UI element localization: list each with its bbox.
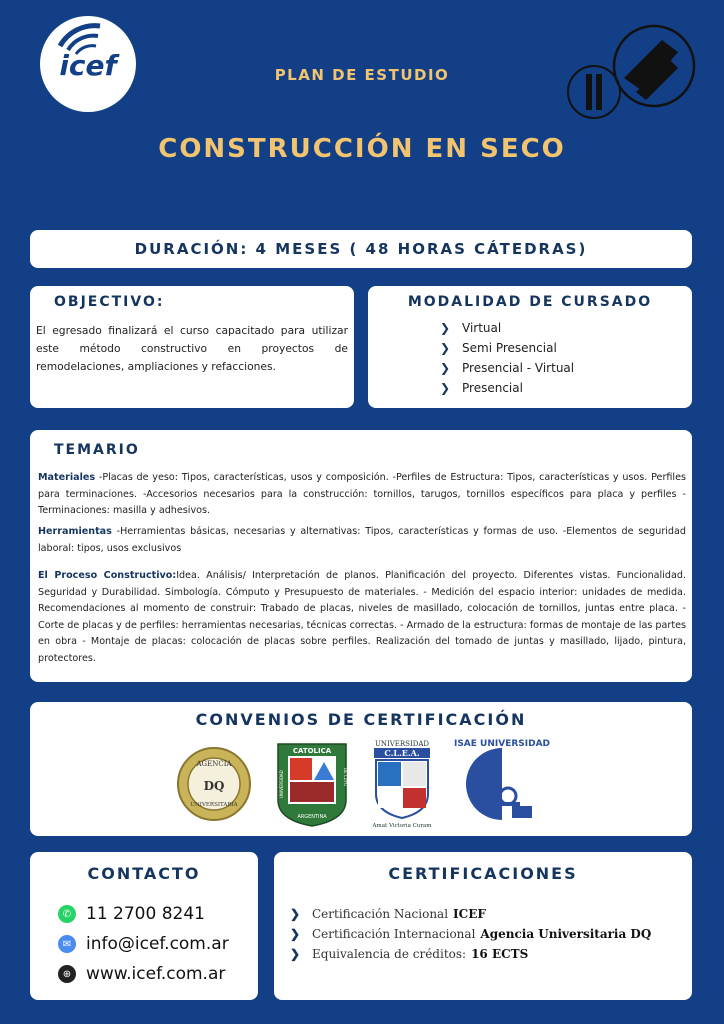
certificaciones-title: CERTIFICACIONES	[388, 864, 578, 883]
temario-title: TEMARIO	[54, 442, 140, 458]
objetivo-card	[30, 286, 354, 408]
list-item: ❯ Certificación Internacional Agencia Universitaria DQ	[290, 924, 651, 944]
chevron-right-icon: ❯	[440, 341, 451, 355]
web-row	[58, 964, 225, 984]
web-link[interactable]: www.icef.com.ar	[86, 964, 226, 984]
logo-text: icef	[59, 49, 117, 82]
whatsapp-icon: ✆	[58, 905, 76, 923]
svg-text:UNIVERSIDAD: UNIVERSIDAD	[374, 740, 430, 748]
chevron-right-icon: ❯	[440, 321, 451, 335]
svg-text:UNIVERSIDAD: UNIVERSIDAD	[279, 770, 284, 798]
svg-text:UNIVERSITARIA: UNIVERSITARIA	[190, 802, 238, 808]
email-icon: ✉	[58, 935, 76, 953]
email-row	[58, 934, 229, 954]
list-item: ❯ Presencial	[440, 378, 574, 398]
catolica-cuyo-shield	[274, 738, 350, 828]
construction-tools-icon	[566, 22, 696, 122]
svg-text:AGENCIA: AGENCIA	[196, 760, 232, 768]
icef-logo	[40, 16, 136, 112]
svg-text:Amat Victoria Curam: Amat Victoria Curam	[372, 823, 432, 829]
svg-text:DE CUYO: DE CUYO	[343, 768, 348, 786]
modalidad-title: MODALIDAD DE CURSADO	[407, 294, 653, 310]
temario-herramientas: Herramientas -Herramientas básicas, necesarias y alternativas: Tipos, características y formas de uso. -Elementos de seguridad laboral: tipos, usos exclusivos	[38, 526, 686, 554]
chevron-right-icon: ❯	[290, 907, 301, 921]
modalidad-list	[440, 318, 574, 398]
list-item: ❯ Virtual	[440, 318, 574, 338]
email-link[interactable]: info@icef.com.ar	[86, 934, 229, 954]
isae-universidad-logo	[452, 738, 552, 832]
convenios-title: CONVENIOS DE CERTIFICACIÓN	[195, 710, 527, 729]
globe-icon: ⊕	[58, 965, 76, 983]
svg-text:DQ: DQ	[203, 779, 225, 793]
svg-text:ISAE UNIVERSIDAD: ISAE UNIVERSIDAD	[453, 739, 551, 749]
plan-label: PLAN DE ESTUDIO	[274, 66, 450, 84]
chevron-right-icon: ❯	[440, 381, 451, 395]
list-item: ❯ Certificación Nacional ICEF	[290, 904, 651, 924]
objetivo-title: OBJECTIVO:	[54, 294, 165, 310]
svg-text:CATOLICA: CATOLICA	[292, 747, 332, 755]
temario-card	[30, 430, 692, 682]
svg-text:ARGENTINA: ARGENTINA	[297, 814, 327, 820]
certificaciones-list	[290, 904, 651, 964]
duracion-text: DURACIÓN: 4 MESES ( 48 HORAS CÁTEDRAS)	[134, 240, 588, 258]
duracion-card	[30, 230, 692, 268]
agencia-dq-seal	[176, 738, 252, 828]
temario-proceso: El Proceso Constructivo:Idea. Análisis/ Interpretación de planos. Planificación del proyecto. Diferentes vistas. Funcionalidad. Seguridad y Durabilidad. Simbología. Cómputo y Presupuesto de materiales. - Medición del espacio interior: unidades de medida. Recomendaciones al momento de construir: Trabado de placas, niveles de masillado, colocación de tornillos, juntas entre placa. - Corte de placas y de perfiles: herramientas necesarias, técnicas correctas. - Armado de la estructura: formas de montaje de las partes en obra - Montaje de placas: colocación de placas sobre perfiles. Realización del tomado de juntas y masillado, lijado, pintura, protectores.	[38, 570, 686, 664]
phone-number: 11 2700 8241	[86, 904, 205, 924]
objetivo-text: El egresado finalizará el curso capacitado para utilizar este método constructivo en proyectos de remodelaciones, ampliaciones y refacciones.	[36, 324, 348, 373]
list-item: ❯ Presencial - Virtual	[440, 358, 574, 378]
chevron-right-icon: ❯	[440, 361, 451, 375]
contacto-title: CONTACTO	[87, 864, 201, 883]
modalidad-card	[368, 286, 692, 408]
temario-materiales: Materiales -Placas de yeso: Tipos, características, usos y composición. -Perfiles de Estructura: Tipos, características y usos. Perfiles para terminaciones. -Accesorios necesarios para la construcción: tornillos, tarugos, tornillos específicos para placa y perfiles -Terminaciones: masilla y adhesivos.	[38, 472, 686, 516]
convenios-card	[30, 702, 692, 836]
chevron-right-icon: ❯	[290, 927, 301, 941]
clea-shield	[370, 738, 434, 830]
svg-text:C.L.E.A.: C.L.E.A.	[384, 748, 420, 758]
certificaciones-card	[274, 852, 692, 1000]
list-item: ❯ Equivalencia de créditos: 16 ECTS	[290, 944, 651, 964]
course-title: CONSTRUCCIÓN EN SECO	[158, 134, 566, 164]
chevron-right-icon: ❯	[290, 947, 301, 961]
contacto-card	[30, 852, 258, 1000]
phone-row	[58, 904, 205, 924]
list-item: ❯ Semi Presencial	[440, 338, 574, 358]
